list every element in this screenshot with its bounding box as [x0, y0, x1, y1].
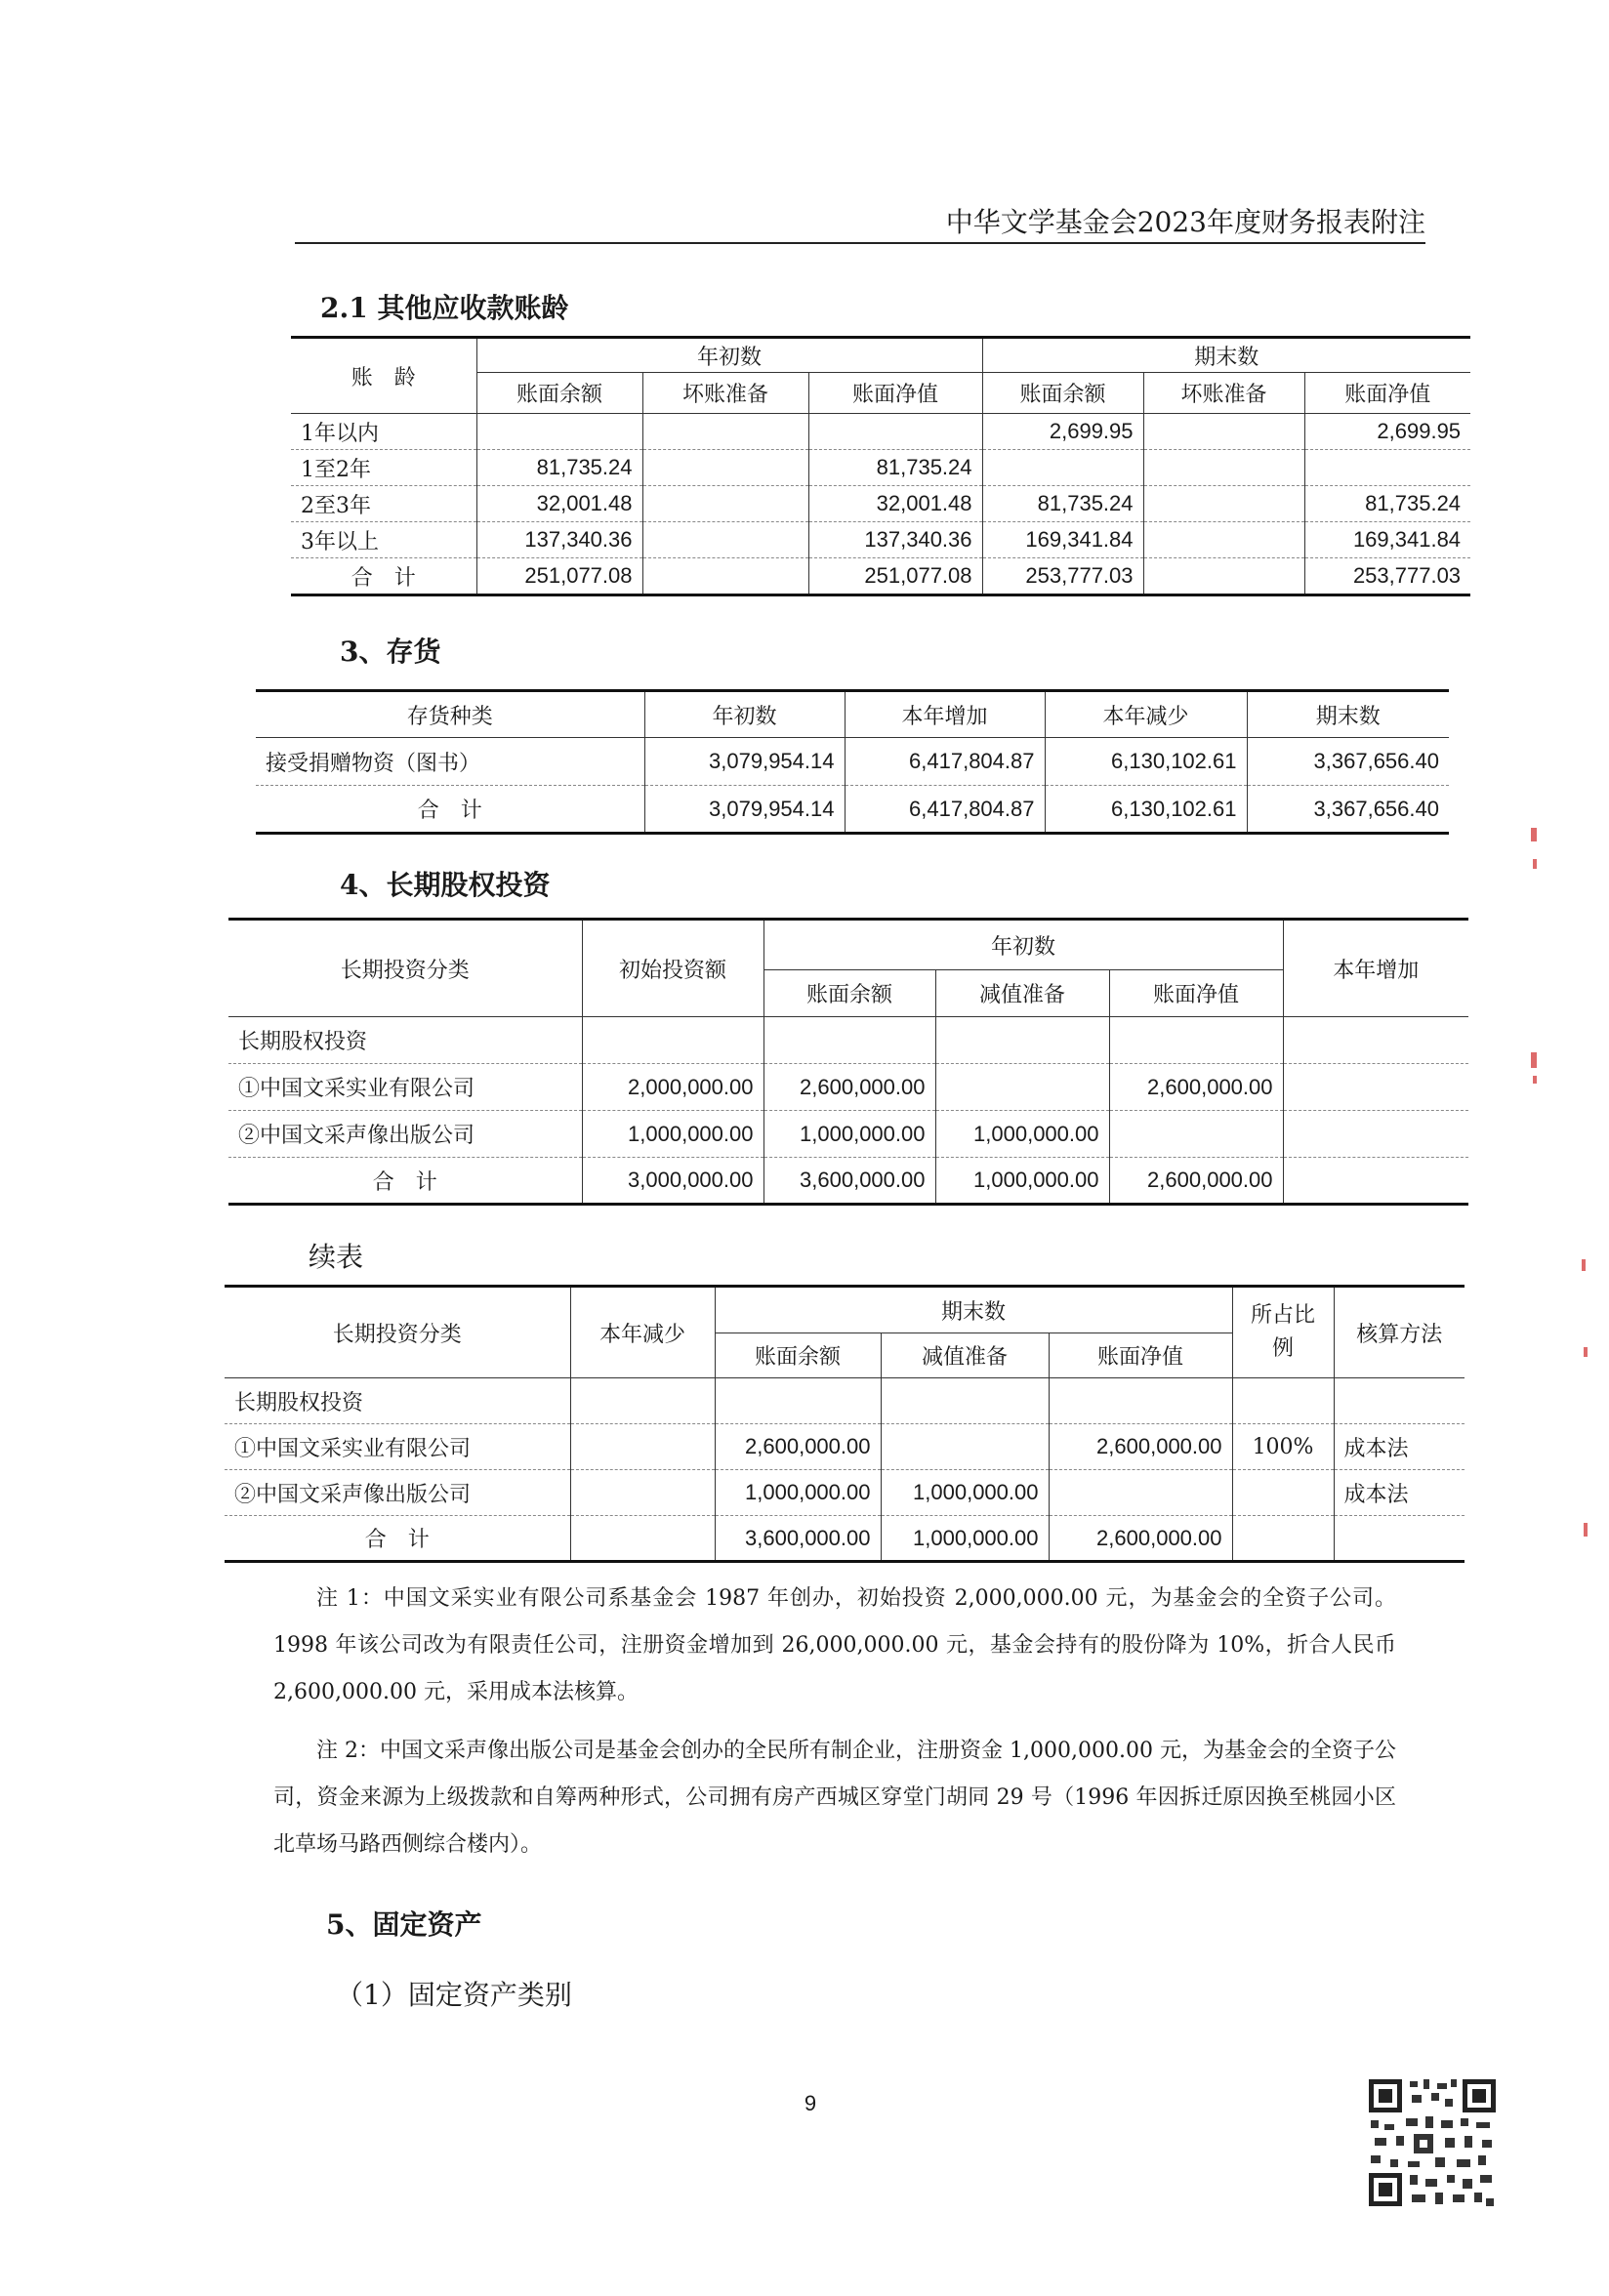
- row-label: 合 计: [256, 786, 644, 834]
- table-row: [291, 522, 1470, 558]
- row-label: ①中国文采实业有限公司: [228, 1064, 582, 1111]
- table-cell: 100%: [1232, 1424, 1334, 1470]
- table-cell: [1143, 558, 1304, 595]
- table-cell: [1283, 1111, 1468, 1158]
- table-cell: [1143, 486, 1304, 522]
- header-increase: 本年增加: [1283, 920, 1468, 1017]
- row-label: ①中国文采实业有限公司: [225, 1424, 570, 1470]
- table-cell: 81,735.24: [1304, 486, 1470, 522]
- investment-table: [228, 918, 1468, 1206]
- header-class: 长期投资分类: [225, 1287, 570, 1378]
- table-cell: [582, 1017, 763, 1064]
- table-cell: [1334, 1378, 1465, 1424]
- table-total-row: [228, 1158, 1468, 1205]
- note-1: [273, 1576, 1396, 1716]
- table-cell: [1304, 450, 1470, 486]
- table-cell: 1,000,000.00: [881, 1470, 1049, 1516]
- stamp-mark: [1582, 1259, 1586, 1271]
- table-cell: [1283, 1158, 1468, 1205]
- row-label: 合 计: [225, 1516, 570, 1562]
- row-label: 接受捐赠物资（图书）: [256, 738, 644, 786]
- table-row: [291, 450, 1470, 486]
- row-label: 合 计: [291, 558, 476, 595]
- header-cell: 减值准备: [935, 970, 1109, 1017]
- table-cell: 32,001.48: [808, 486, 982, 522]
- table-cell: 3,000,000.00: [582, 1158, 763, 1205]
- section-title-fixed-assets: 5、固定资产: [326, 1908, 482, 1941]
- table-cell: 137,340.36: [476, 522, 642, 558]
- table-row: [228, 1064, 1468, 1111]
- stamp-mark: [1533, 1076, 1537, 1084]
- table-cell: 1,000,000.00: [582, 1111, 763, 1158]
- table-cell: 81,735.24: [476, 450, 642, 486]
- table-total-row: [291, 558, 1470, 595]
- table-cell: 1,000,000.00: [881, 1516, 1049, 1562]
- header-begin-group: 年初数: [763, 920, 1283, 970]
- table-cell: 81,735.24: [982, 486, 1143, 522]
- table-cell: 137,340.36: [808, 522, 982, 558]
- table-cell: [642, 450, 808, 486]
- table-cell: [1109, 1111, 1283, 1158]
- header-cell: 账面净值: [1049, 1333, 1232, 1378]
- header-cell: 本年增加: [845, 691, 1045, 738]
- table-cell: 2,699.95: [982, 414, 1143, 450]
- header-age: 账 龄: [291, 338, 476, 414]
- stamp-mark: [1584, 1523, 1588, 1537]
- header-ratio: 所占比例: [1232, 1287, 1334, 1378]
- table-cell: [982, 450, 1143, 486]
- table-cell: [881, 1378, 1049, 1424]
- table-row: [291, 414, 1470, 450]
- header-cell: 账面净值: [808, 373, 982, 414]
- table-cell: 2,600,000.00: [763, 1064, 935, 1111]
- table-cell: [570, 1516, 715, 1562]
- table-cell: 2,600,000.00: [715, 1424, 881, 1470]
- table-cell: [935, 1064, 1109, 1111]
- table-cell: [1232, 1516, 1334, 1562]
- stamp-mark: [1584, 1347, 1588, 1357]
- table-cell: [935, 1017, 1109, 1064]
- stamp-mark: [1531, 1052, 1537, 1068]
- stamp-mark: [1533, 859, 1537, 869]
- header-cell: 账面余额: [476, 373, 642, 414]
- row-label: ②中国文采声像出版公司: [225, 1470, 570, 1516]
- investment-table-continued: [225, 1285, 1465, 1563]
- row-label: 长期股权投资: [225, 1378, 570, 1424]
- table-cell: 3,600,000.00: [715, 1516, 881, 1562]
- table-cell: [1232, 1470, 1334, 1516]
- header-divider: [295, 242, 1425, 244]
- table-cell: 2,600,000.00: [1049, 1516, 1232, 1562]
- note-2: [273, 1728, 1396, 1868]
- table-cell: 6,130,102.61: [1045, 786, 1247, 834]
- table-cell: 3,600,000.00: [763, 1158, 935, 1205]
- table-cell: [1232, 1378, 1334, 1424]
- header-cell: 期末数: [1247, 691, 1449, 738]
- header-cell: 坏账准备: [1143, 373, 1304, 414]
- table-cell: 2,000,000.00: [582, 1064, 763, 1111]
- table-row: [291, 486, 1470, 522]
- stamp-mark: [1531, 828, 1537, 841]
- table-cell: 6,130,102.61: [1045, 738, 1247, 786]
- row-label: 合 计: [228, 1158, 582, 1205]
- table-cell: [763, 1017, 935, 1064]
- table-cell: [1109, 1017, 1283, 1064]
- header-end-group: 期末数: [715, 1287, 1232, 1333]
- continuation-title: 续表: [309, 1241, 364, 1273]
- table-cell: 81,735.24: [808, 450, 982, 486]
- qr-code-icon: [1367, 2077, 1498, 2208]
- table-cell: [642, 558, 808, 595]
- table-cell: 6,417,804.87: [845, 786, 1045, 834]
- note-1-text: 注 1：中国文采实业有限公司系基金会 1987 年创办，初始投资 2,000,000.00 元，为基金会的全资子公司。1998 年该公司改为有限责任公司，注册资金增加到 26,000,000.00 元，基金会持有的股份降为 10%，折合人民币 2,600,000.00 元，采用成本法核算。: [273, 1586, 1396, 1704]
- table-cell: [570, 1378, 715, 1424]
- row-label: 1年以内: [291, 414, 476, 450]
- table-total-row: [225, 1516, 1465, 1562]
- table-cell: 169,341.84: [1304, 522, 1470, 558]
- table-row: [228, 1017, 1468, 1064]
- table-cell: [1334, 1516, 1465, 1562]
- table-cell: 3,079,954.14: [644, 786, 845, 834]
- table-cell: [1049, 1378, 1232, 1424]
- table-cell: [1283, 1064, 1468, 1111]
- header-cell: 账面净值: [1304, 373, 1470, 414]
- table-cell: 成本法: [1334, 1424, 1465, 1470]
- table-row: [256, 738, 1449, 786]
- table-cell: 2,600,000.00: [1109, 1064, 1283, 1111]
- table-cell: [1283, 1017, 1468, 1064]
- table-cell: [808, 414, 982, 450]
- table-cell: 251,077.08: [476, 558, 642, 595]
- inventory-table: [256, 689, 1449, 835]
- table-cell: 2,600,000.00: [1049, 1424, 1232, 1470]
- subsection-title-fixed-asset-categories: （1）固定资产类别: [336, 1979, 572, 2011]
- table-cell: [570, 1424, 715, 1470]
- header-begin-group: 年初数: [476, 338, 982, 373]
- table-row: [225, 1378, 1465, 1424]
- header-method: 核算方法: [1334, 1287, 1465, 1378]
- table-cell: 1,000,000.00: [935, 1111, 1109, 1158]
- table-cell: [1143, 414, 1304, 450]
- table-cell: [642, 522, 808, 558]
- table-cell: [715, 1378, 881, 1424]
- header-class: 长期投资分类: [228, 920, 582, 1017]
- header-cell: 减值准备: [881, 1333, 1049, 1378]
- header-initial: 初始投资额: [582, 920, 763, 1017]
- table-row: [225, 1424, 1465, 1470]
- table-cell: 6,417,804.87: [845, 738, 1045, 786]
- table-cell: [642, 414, 808, 450]
- table-cell: 1,000,000.00: [715, 1470, 881, 1516]
- table-cell: 2,600,000.00: [1109, 1158, 1283, 1205]
- table-cell: [642, 486, 808, 522]
- row-label: 2至3年: [291, 486, 476, 522]
- aging-table: [291, 336, 1470, 596]
- table-cell: 253,777.03: [1304, 558, 1470, 595]
- table-cell: 3,079,954.14: [644, 738, 845, 786]
- table-row: [225, 1470, 1465, 1516]
- table-cell: [476, 414, 642, 450]
- header-cell: 坏账准备: [642, 373, 808, 414]
- table-cell: [1049, 1470, 1232, 1516]
- table-cell: 2,699.95: [1304, 414, 1470, 450]
- page-header-title: 中华文学基金会2023年度财务报表附注: [945, 206, 1425, 238]
- table-cell: [881, 1424, 1049, 1470]
- table-cell: [570, 1470, 715, 1516]
- header-end-group: 期末数: [982, 338, 1470, 373]
- header-decrease: 本年减少: [570, 1287, 715, 1378]
- header-cell: 账面余额: [715, 1333, 881, 1378]
- header-cell: 账面净值: [1109, 970, 1283, 1017]
- row-label: 长期股权投资: [228, 1017, 582, 1064]
- table-row: [228, 1111, 1468, 1158]
- page-number: 9: [804, 2091, 817, 2115]
- row-label: 3年以上: [291, 522, 476, 558]
- table-cell: 3,367,656.40: [1247, 786, 1449, 834]
- header-cell: 存货种类: [256, 691, 644, 738]
- row-label: 1至2年: [291, 450, 476, 486]
- table-cell: 32,001.48: [476, 486, 642, 522]
- section-title-aging: 2.1 其他应收款账龄: [320, 292, 569, 324]
- header-cell: 账面余额: [982, 373, 1143, 414]
- section-title-inventory: 3、存货: [340, 636, 441, 668]
- table-cell: 成本法: [1334, 1470, 1465, 1516]
- header-cell: 年初数: [644, 691, 845, 738]
- table-cell: 169,341.84: [982, 522, 1143, 558]
- table-total-row: [256, 786, 1449, 834]
- header-cell: 本年减少: [1045, 691, 1247, 738]
- table-cell: 251,077.08: [808, 558, 982, 595]
- table-cell: 3,367,656.40: [1247, 738, 1449, 786]
- note-2-text: 注 2：中国文采声像出版公司是基金会创办的全民所有制企业，注册资金 1,000,000.00 元，为基金会的全资子公司，资金来源为上级拨款和自筹两种形式，公司拥有房产西城区穿堂门胡同 29 号（1996 年因拆迁原因换至桃园小区北草场马路西侧综合楼内）。: [273, 1739, 1396, 1857]
- table-cell: 1,000,000.00: [763, 1111, 935, 1158]
- header-cell: 账面余额: [763, 970, 935, 1017]
- table-cell: 1,000,000.00: [935, 1158, 1109, 1205]
- row-label: ②中国文采声像出版公司: [228, 1111, 582, 1158]
- table-cell: [1143, 450, 1304, 486]
- table-cell: [1143, 522, 1304, 558]
- section-title-long-term-investment: 4、长期股权投资: [340, 869, 551, 901]
- table-cell: 253,777.03: [982, 558, 1143, 595]
